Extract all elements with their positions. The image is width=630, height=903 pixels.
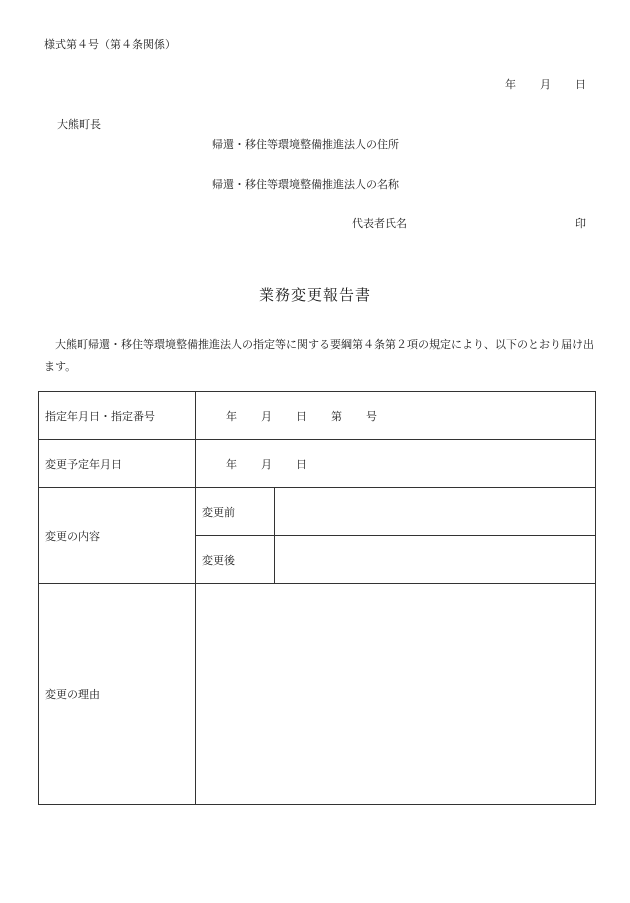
before-change-field[interactable]	[275, 488, 596, 536]
row1-dai: 第	[331, 409, 342, 423]
scheduled-date-field[interactable]	[196, 440, 596, 488]
row1-go: 号	[366, 409, 377, 423]
row1-month: 月	[261, 409, 272, 423]
after-change-field[interactable]	[275, 536, 596, 584]
designation-value-field[interactable]	[196, 392, 596, 440]
date-day: 日	[575, 78, 586, 91]
report-table	[38, 391, 596, 805]
scheduled-date-label: 変更予定年月日	[39, 440, 196, 488]
change-content-label: 変更の内容	[39, 488, 196, 584]
table-row	[39, 488, 596, 536]
document-title: 業務変更報告書	[258, 286, 371, 304]
table-row	[39, 440, 596, 488]
addressee: 大熊町長	[57, 118, 101, 131]
form-number: 様式第４号（第４条関係）	[44, 38, 176, 51]
designation-label: 指定年月日・指定番号	[39, 392, 196, 440]
date-year: 年	[505, 78, 516, 91]
seal-mark: 印	[575, 217, 586, 230]
before-change-label: 変更前	[196, 488, 275, 536]
applicant-address-label: 帰還・移住等環境整備推進法人の住所	[212, 138, 399, 151]
change-reason-label: 変更の理由	[39, 584, 196, 805]
after-change-label: 変更後	[196, 536, 275, 584]
row2-day: 日	[296, 457, 307, 471]
row2-month: 月	[261, 457, 272, 471]
date-month: 月	[540, 78, 551, 91]
applicant-name-label: 帰還・移住等環境整備推進法人の名称	[212, 178, 399, 191]
row1-day: 日	[296, 409, 307, 423]
representative-label: 代表者氏名	[352, 217, 407, 230]
row1-year: 年	[226, 409, 237, 423]
row2-year: 年	[226, 457, 237, 471]
body-paragraph: 大熊町帰還・移住等環境整備推進法人の指定等に関する要綱第４条第２項の規定により、以下のとおり届け出ます。	[44, 338, 594, 373]
table-row	[39, 584, 596, 805]
table-row	[39, 392, 596, 440]
change-reason-field[interactable]	[196, 584, 596, 805]
submission-date	[505, 76, 586, 92]
